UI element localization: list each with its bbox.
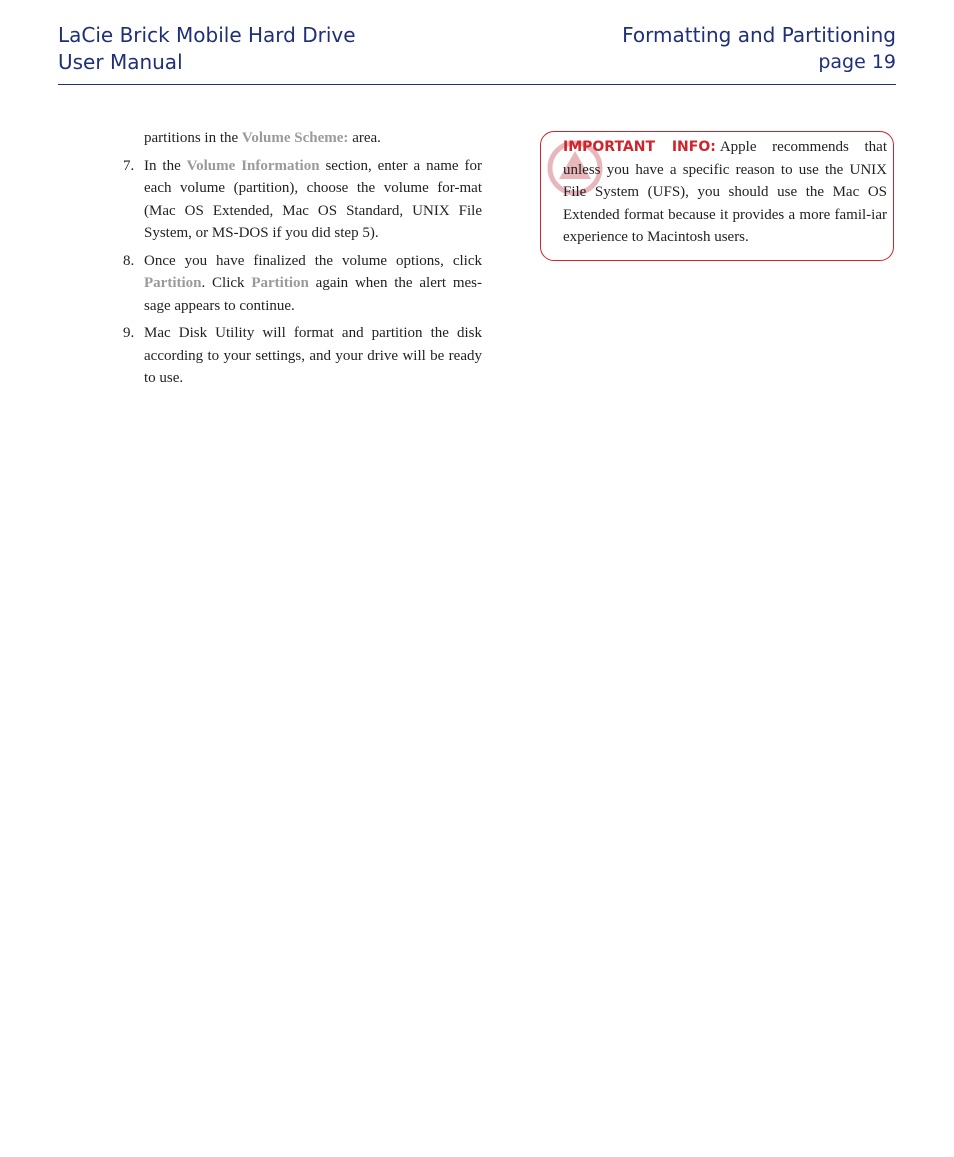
document-title: LaCie Brick Mobile Hard Drive [58,23,356,47]
step-text: In the Volume Information section, enter a name for each volume (partition), choose the volume for-mat (Mac OS Extended, Mac OS Standard, UNIX File System, or MS-DOS if you did step 5). [144,157,482,241]
step-text: Mac Disk Utility will format and partition the disk according to your settings, and your drive will be ready to use. [144,325,482,386]
section-title: Formatting and Partitioning [622,23,896,47]
instructions-column [123,127,482,395]
step-text: Once you have finalized the volume options, click Partition. Click Partition again when the alert mes-sage appears to continue. [144,252,482,314]
document-header-right [622,22,896,76]
header-divider [58,84,896,85]
step-8 [123,250,482,318]
step-9 [123,322,482,390]
ui-term-volume-information: Volume Information [186,157,320,174]
document-subtitle: User Manual [58,50,183,74]
step-number: 7. [123,157,135,174]
continuation-paragraph: partitions in the Volume Scheme: area. [144,130,381,146]
important-info-text [563,136,887,249]
ui-term-partition: Partition [144,275,202,291]
important-info-label: IMPORTANT INFO: [563,139,716,155]
step-number: 9. [123,325,135,341]
important-info-body: Apple recommends that unless you have a specific reason to use the UNIX File System (UFS), you should use the Mac OS Extended format because it provides a more famil-iar experience to Macintosh users. [563,139,887,245]
ui-term-volume-scheme: Volume Scheme: [241,130,349,146]
step-number: 8. [123,252,135,269]
ui-term-partition: Partition [251,275,309,291]
document-header-left [58,22,356,76]
step-7 [123,155,482,245]
page-number: page 19 [818,51,896,73]
